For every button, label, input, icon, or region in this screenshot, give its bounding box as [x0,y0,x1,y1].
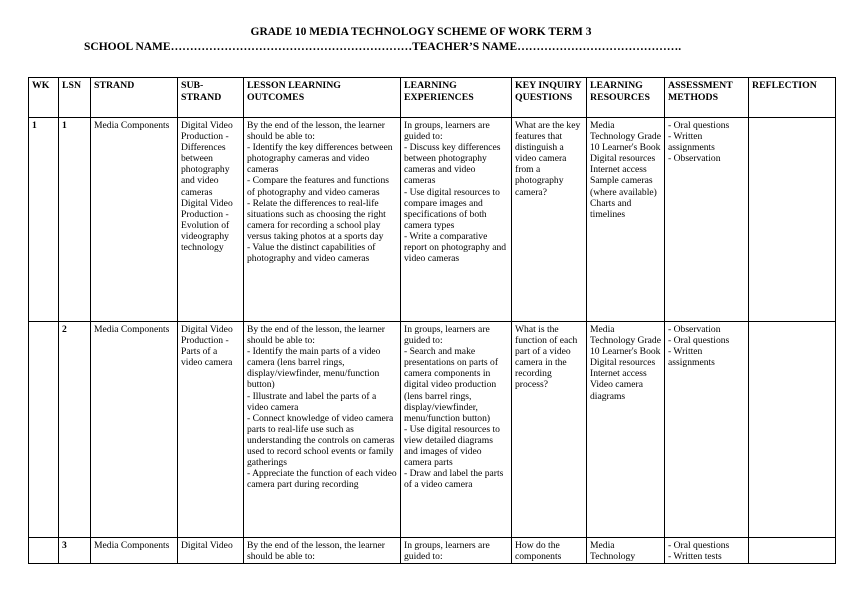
header-strand: STRAND [91,78,178,118]
header-row [29,78,836,118]
cell-resources: Media Technology Grade 10 Learner's Book Digital resources Internet access Video camera diagrams [587,322,665,538]
cell-resources: Media Technology Grade 10 Learner's Book Digital resources Internet access Sample cameras (where available) Charts and timelines [587,118,665,322]
document-title: GRADE 10 MEDIA TECHNOLOGY SCHEME OF WORK TERM 3 [250,26,592,38]
scheme-table [28,77,836,564]
cell-sub-strand: Digital Video Production - Differences between photography and video cameras Digital Video Production - Evolution of videography technology [178,118,244,322]
header-lsn: LSN [59,78,91,118]
header-assessment: ASSESSMENT METHODS [665,78,749,118]
teacher-name-blank: ……………………………………. [517,41,682,53]
cell-sub-strand: Digital Video Production - Parts of a video camera [178,322,244,538]
cell-strand: Media Components [91,322,178,538]
cell-lsn: 2 [59,322,91,538]
table-row [29,322,836,538]
cell-experiences: In groups, learners are guided to: - Discuss key differences between photography cameras and video cameras - Use digital resources to compare images and specifications of both camera types - Write a comparative report on photography and video cameras [401,118,512,322]
cell-outcomes: By the end of the lesson, the learner should be able to: [244,538,401,564]
teacher-name-label: TEACHER’S NAME [412,41,518,53]
header-sub-strand: SUB-STRAND [178,78,244,118]
cell-questions: How do the components [512,538,587,564]
header-wk: WK [29,78,59,118]
cell-questions: What is the function of each part of a video camera in the recording process? [512,322,587,538]
cell-lsn: 1 [59,118,91,322]
cell-strand: Media Components [91,538,178,564]
cell-wk [29,322,59,538]
cell-assessment: - Observation - Oral questions - Written assignments [665,322,749,538]
cell-lsn: 3 [59,538,91,564]
cell-reflection [749,322,836,538]
cell-sub-strand: Digital Video [178,538,244,564]
cell-questions: What are the key features that distinguish a video camera from a photography camera? [512,118,587,322]
cell-assessment: - Oral questions - Written tests [665,538,749,564]
cell-strand: Media Components [91,118,178,322]
header-resources: LEARNING RESOURCES [587,78,665,118]
cell-experiences: In groups, learners are guided to: - Search and make presentations on parts of camera components in digital video production (lens barrel rings, display/viewfinder, menu/function button) - Use digital resources to view detailed diagrams and images of video camera parts - Draw and label the parts of a video camera [401,322,512,538]
cell-reflection [749,118,836,322]
table-row [29,538,836,564]
cell-outcomes: By the end of the lesson, the learner should be able to: - Identify the key differences between photography cameras and video cameras - Compare the features and functions of photography and video cameras - Relate the differences to real-life situations such as choosing the right camera for recording a school play versus taking photos at a sports day - Value the distinct capabilities of photography and video cameras [244,118,401,322]
header-questions: KEY INQUIRY QUESTIONS [512,78,587,118]
cell-resources: Media Technology [587,538,665,564]
school-name-blank: ……………………………………………………… [170,41,413,53]
table-row [29,118,836,322]
school-name-label: SCHOOL NAME [84,41,171,53]
header-reflection: REFLECTION [749,78,836,118]
school-teacher-line [84,41,681,53]
cell-assessment: - Oral questions - Written assignments - Observation [665,118,749,322]
cell-reflection [749,538,836,564]
cell-wk [29,538,59,564]
header-experiences: LEARNING EXPERIENCES [401,78,512,118]
header-outcomes: LESSON LEARNING OUTCOMES [244,78,401,118]
cell-experiences: In groups, learners are guided to: [401,538,512,564]
cell-wk: 1 [29,118,59,322]
cell-outcomes: By the end of the lesson, the learner should be able to: - Identify the main parts of a video camera (lens barrel rings, display/viewfinder, menu/function button) - Illustrate and label the parts of a video camera - Connect knowledge of video camera parts to real-life use such as understanding the controls on cameras used to record school events or family gatherings - Appreciate the function of each video camera part during recording [244,322,401,538]
